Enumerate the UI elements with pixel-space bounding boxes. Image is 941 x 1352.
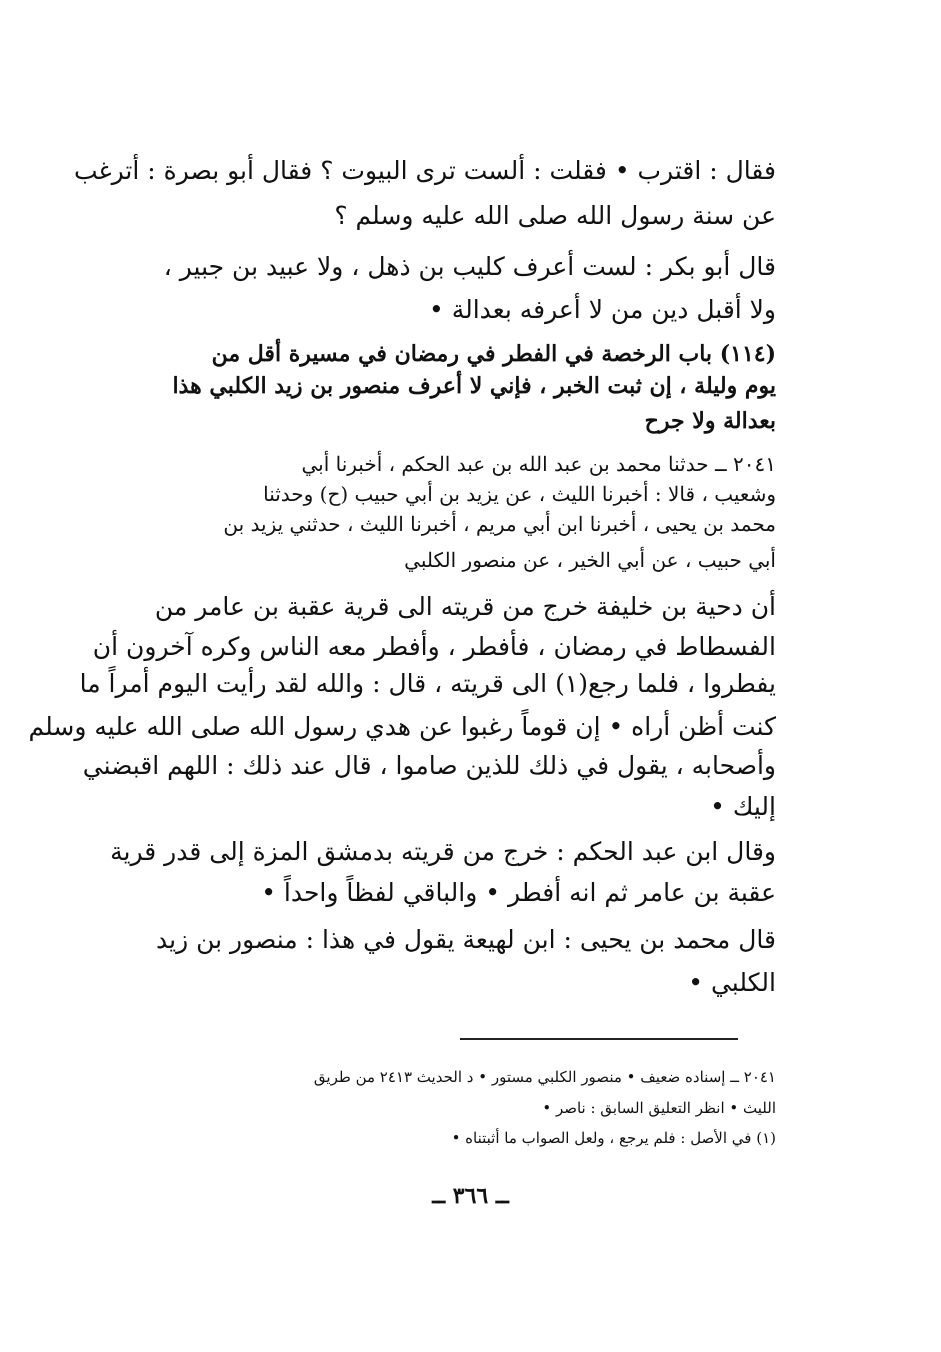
chapter-title-line-2: يوم وليلة ، إن ثبت الخبر ، فإني لا أعرف منصور بن زيد الكلبي هذا — [172, 373, 776, 399]
chapter-title-line-3: بعدالة ولا جرح — [644, 408, 776, 434]
hadith-line-1: أن دحية بن خليفة خرج من قريته الى قرية عقبة بن عامر من — [154, 592, 776, 621]
paragraph-2-line-1: قال أبو بكر : لست أعرف كليب بن ذهل ، ولا عبيد بن جبير ، — [163, 252, 776, 281]
isnad-line-4: أبي حبيب ، عن أبي الخير ، عن منصور الكلبي — [404, 548, 776, 572]
hadith-line-2: الفسطاط في رمضان ، فأفطر ، وأفطر معه الناس وكره آخرون أن — [92, 632, 776, 661]
paragraph-3-line-2: عقبة بن عامر ثم انه أفطر • والباقي لفظاً واحداً • — [261, 878, 776, 907]
isnad-line-2: وشعيب ، قالا : أخبرنا الليث ، عن يزيد بن أبي حبيب (ح) وحدثنا — [263, 482, 776, 506]
paragraph-2-line-2: ولا أقبل دين من لا أعرفه بعدالة • — [429, 295, 776, 324]
chapter-title-line-1: (١١٤) باب الرخصة في الفطر في رمضان في مسيرة أقل من — [211, 341, 776, 367]
page-number: ــ ٣٦٦ ــ — [432, 1183, 509, 1209]
footnotes-block — [105, 0, 776, 1352]
paragraph-1-line-2: عن سنة رسول الله صلى الله عليه وسلم ؟ — [334, 201, 776, 230]
hadith-line-4: كنت أظن أراه • إن قوماً رغبوا عن هدي رسول الله صلى الله عليه وسلم — [28, 712, 776, 741]
paragraph-1-line-1: فقال : اقترب • فقلت : ألست ترى البيوت ؟ فقال أبو بصرة : أترغب — [74, 156, 776, 185]
hadith-line-6: إليك • — [710, 792, 776, 821]
isnad-line-1: ٢٠٤١ ــ حدثنا محمد بن عبد الله بن عبد الحكم ، أخبرنا أبي — [301, 452, 776, 476]
hadith-line-5: وأصحابه ، يقول في ذلك للذين صاموا ، قال عند ذلك : اللهم اقبضني — [82, 751, 776, 780]
footnote-line-2: الليث • انظر التعليق السابق : ناصر • — [542, 1099, 776, 1117]
paragraph-4-line-1: قال محمد بن يحيى : ابن لهيعة يقول في هذا : منصور بن زيد — [155, 925, 776, 954]
footnote-line-3: (١) في الأصل : فلم يرجع ، ولعل الصواب ما أثبتناه • — [451, 1129, 776, 1147]
hadith-line-3: يفطروا ، فلما رجع(١) الى قريته ، قال : والله لقد رأيت اليوم أمراً ما — [79, 669, 776, 698]
paragraph-3-line-1: وقال ابن عبد الحكم : خرج من قريته بدمشق المزة إلى قدر قرية — [110, 837, 776, 866]
paragraph-4-line-2: الكلبي • — [688, 968, 776, 997]
isnad-line-3: محمد بن يحيى ، أخبرنا ابن أبي مريم ، أخبرنا الليث ، حدثني يزيد بن — [223, 512, 776, 536]
footnote-line-1: ٢٠٤١ ــ إسناده ضعيف • منصور الكلبي مستور • د الحديث ٢٤١٣ من طريق — [313, 1068, 776, 1086]
